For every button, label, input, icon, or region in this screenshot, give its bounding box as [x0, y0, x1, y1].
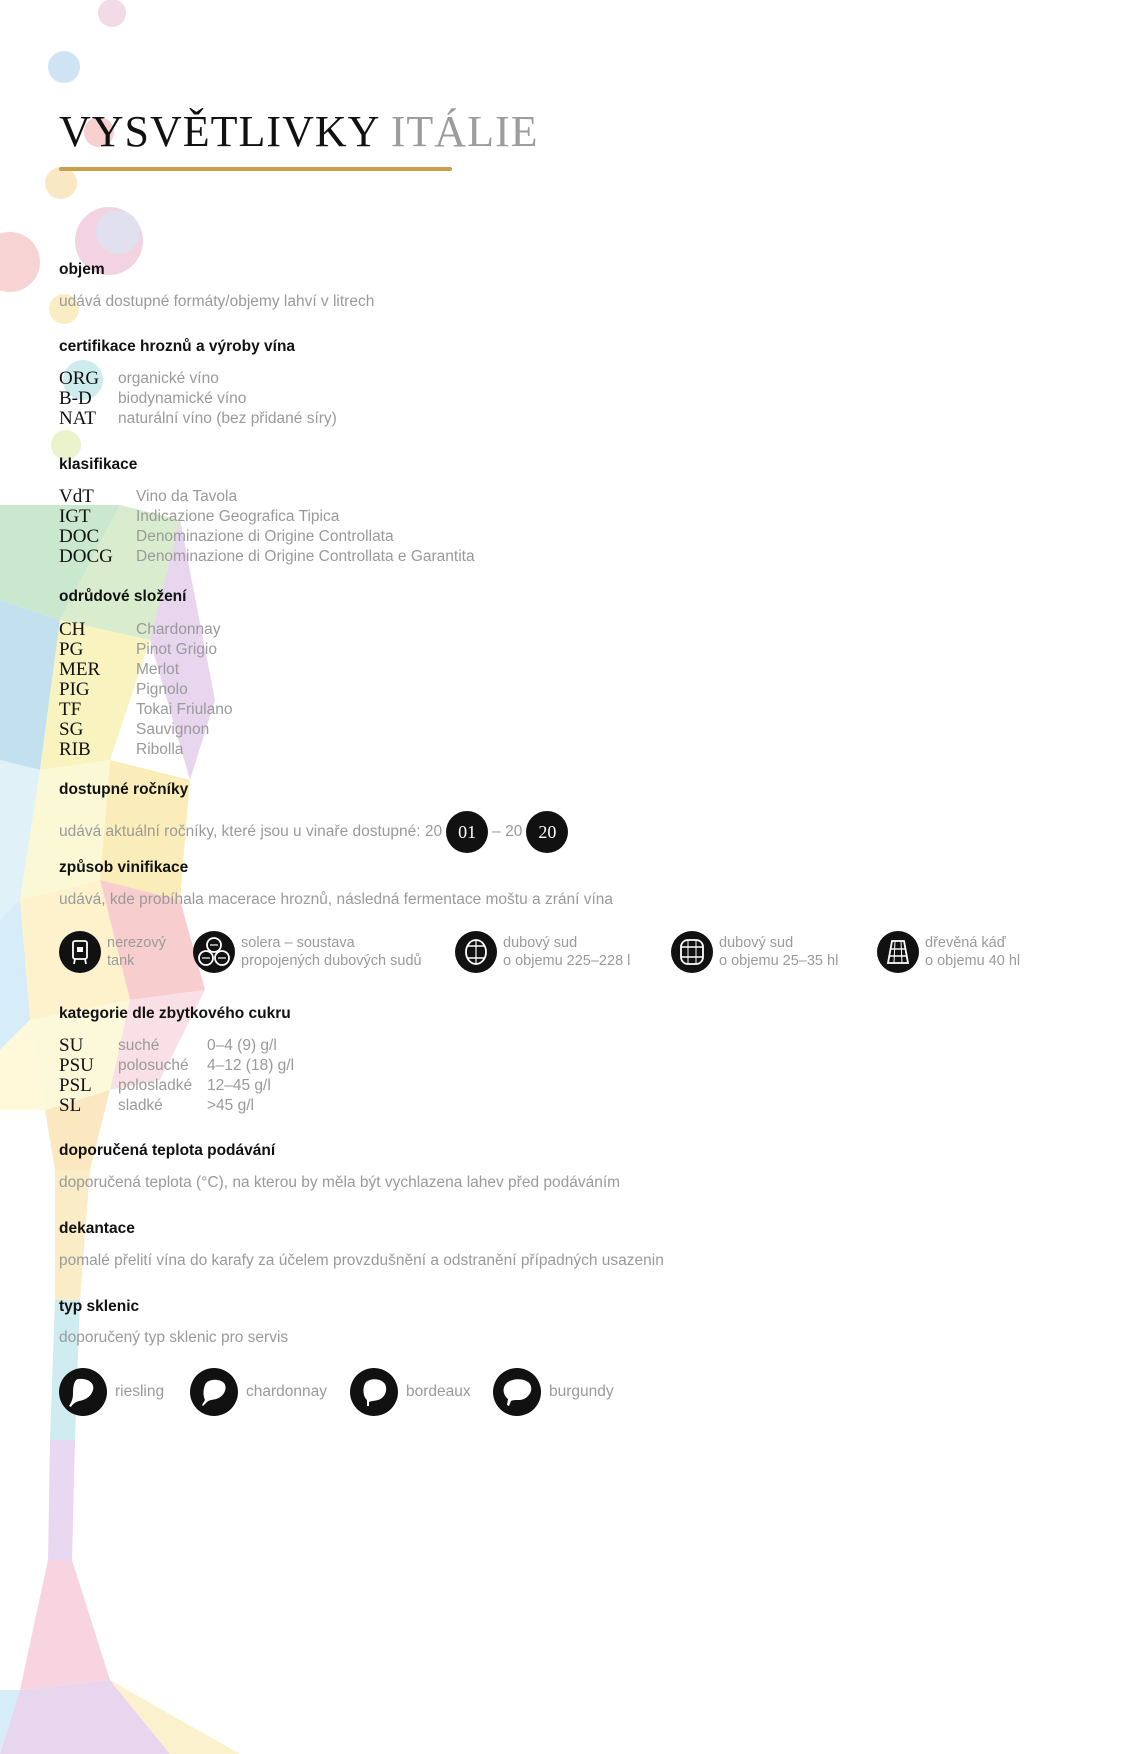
glass-type-label: bordeaux: [406, 1383, 471, 1400]
section-heading-dekantace: dekantace: [59, 1220, 135, 1237]
page-title: [59, 106, 539, 157]
glass-type-label: burgundy: [549, 1383, 614, 1400]
glass-type-item: [350, 1368, 471, 1416]
vinification-line1: dřevěná káď: [925, 935, 1006, 951]
large-oak-barrel-icon: [671, 931, 713, 973]
glass-type-item: [493, 1368, 614, 1416]
legend-code: VdT: [59, 486, 94, 507]
legend-label: Ribolla: [136, 741, 184, 758]
glass-type-item: [190, 1368, 327, 1416]
vinification-item: [877, 930, 1020, 974]
glass-type-label: riesling: [115, 1383, 165, 1400]
legend-code: PG: [59, 639, 84, 660]
title-main: VYSVĚTLIVKY: [59, 107, 379, 156]
legend-label: Sauvignon: [136, 721, 210, 738]
title-country: ITÁLIE: [390, 107, 539, 156]
solera-barrels-icon: [193, 931, 235, 973]
vinification-item: [193, 930, 422, 974]
glass-type-item: [59, 1368, 164, 1416]
chardonnay-glass-icon: [190, 1368, 238, 1416]
vintage-end-badge: 20: [526, 811, 568, 853]
section-heading-odrudy: odrůdové složení: [59, 588, 187, 605]
vinification-line1: nerezový: [107, 935, 166, 951]
vinification-line1: dubový sud: [719, 935, 794, 951]
legend-value: >45 g/l: [207, 1097, 254, 1114]
vinification-line1: solera – soustava: [241, 935, 355, 951]
vintage-separator: – 20: [492, 823, 523, 840]
vinification-item: [455, 930, 630, 974]
section-heading-klasifikace: klasifikace: [59, 456, 138, 473]
legend-code: SU: [59, 1035, 84, 1056]
legend-value: 12–45 g/l: [207, 1077, 271, 1094]
legend-value: 0–4 (9) g/l: [207, 1037, 277, 1054]
section-desc-dekantace: pomalé přelití vína do karafy za účelem provzdušnění a odstranění případných usazenin: [59, 1252, 664, 1269]
riesling-glass-icon: [59, 1368, 107, 1416]
legend-label: organické víno: [118, 370, 219, 387]
title-underline: [59, 167, 452, 171]
legend-code: PIG: [59, 679, 90, 700]
legend-code: DOC: [59, 526, 100, 547]
glass-type-label: chardonnay: [246, 1383, 328, 1400]
legend-label: Pignolo: [136, 681, 188, 698]
wooden-vat-icon: [877, 931, 919, 973]
section-heading-certifikace: certifikace hroznů a výroby vína: [59, 338, 296, 355]
section-desc-sklenice: doporučený typ sklenic pro servis: [59, 1329, 289, 1346]
legend-label: Merlot: [136, 661, 180, 678]
legend-value: 4–12 (18) g/l: [207, 1057, 295, 1074]
oak-barrel-icon: [455, 931, 497, 973]
vinification-line2: o objemu 40 hl: [925, 953, 1021, 969]
legend-label: Vino da Tavola: [136, 488, 238, 505]
section-heading-teplota: doporučená teplota podávání: [59, 1142, 276, 1159]
legend-code: RIB: [59, 739, 91, 760]
legend-code: ORG: [59, 368, 100, 389]
legend-code: PSU: [59, 1055, 94, 1076]
section-desc-teplota: doporučená teplota (°C), na kterou by měla být vychlazena lahev před podáváním: [59, 1174, 621, 1191]
section-heading-objem: objem: [59, 261, 105, 278]
section-heading-sklenice: typ sklenic: [59, 1298, 140, 1315]
legend-code: MER: [59, 659, 101, 680]
legend-code: SL: [59, 1095, 82, 1116]
legend-code: DOCG: [59, 546, 113, 567]
section-heading-cukr: kategorie dle zbytkového cukru: [59, 1005, 291, 1022]
legend-label: Pinot Grigio: [136, 641, 217, 658]
vinification-item: [671, 930, 838, 974]
legend-code: SG: [59, 719, 84, 740]
section-heading-vinifikace: způsob vinifikace: [59, 859, 189, 876]
legend-code: IGT: [59, 506, 91, 527]
legend-label: Tokai Friulano: [136, 701, 233, 718]
legend-code: B-D: [59, 388, 92, 409]
legend-label: Denominazione di Origine Controllata: [136, 528, 394, 545]
vinification-item: [59, 930, 166, 974]
vinification-line2: o objemu 25–35 hl: [719, 953, 839, 969]
section-heading-rocniky: dostupné ročníky: [59, 781, 189, 798]
steel-tank-icon: [59, 931, 101, 973]
legend-code: TF: [59, 699, 82, 720]
legend-label: Chardonnay: [136, 621, 221, 638]
legend-label: sladké: [118, 1097, 163, 1114]
legend-label: polosuché: [118, 1057, 189, 1074]
legend-label: Indicazione Geografica Tipica: [136, 508, 340, 525]
section-desc-vinifikace: udává, kde probíhala macerace hroznů, následná fermentace moštu a zrání vína: [59, 891, 614, 908]
legend-label: biodynamické víno: [118, 390, 247, 407]
burgundy-glass-icon: [493, 1368, 541, 1416]
section-desc-objem: udává dostupné formáty/objemy lahví v litrech: [59, 293, 375, 310]
vinification-line2: o objemu 225–228 l: [503, 953, 631, 969]
legend-label: suché: [118, 1037, 160, 1054]
vinification-line2: tank: [107, 953, 135, 969]
vintage-range: [59, 811, 572, 853]
bordeaux-glass-icon: [350, 1368, 398, 1416]
vintage-start-badge: 01: [446, 811, 488, 853]
vinification-line2: propojených dubových sudů: [241, 953, 422, 969]
legend-label: Denominazione di Origine Controllata e Garantita: [136, 548, 475, 565]
legend-label: naturální víno (bez přidané síry): [118, 410, 337, 427]
legend-code: CH: [59, 619, 86, 640]
vinification-line1: dubový sud: [503, 935, 578, 951]
legend-code: NAT: [59, 408, 96, 429]
legend-label: polosladké: [118, 1077, 193, 1094]
vintage-desc: udává aktuální ročníky, které jsou u vinaře dostupné: 20: [59, 823, 443, 840]
legend-code: PSL: [59, 1075, 92, 1096]
